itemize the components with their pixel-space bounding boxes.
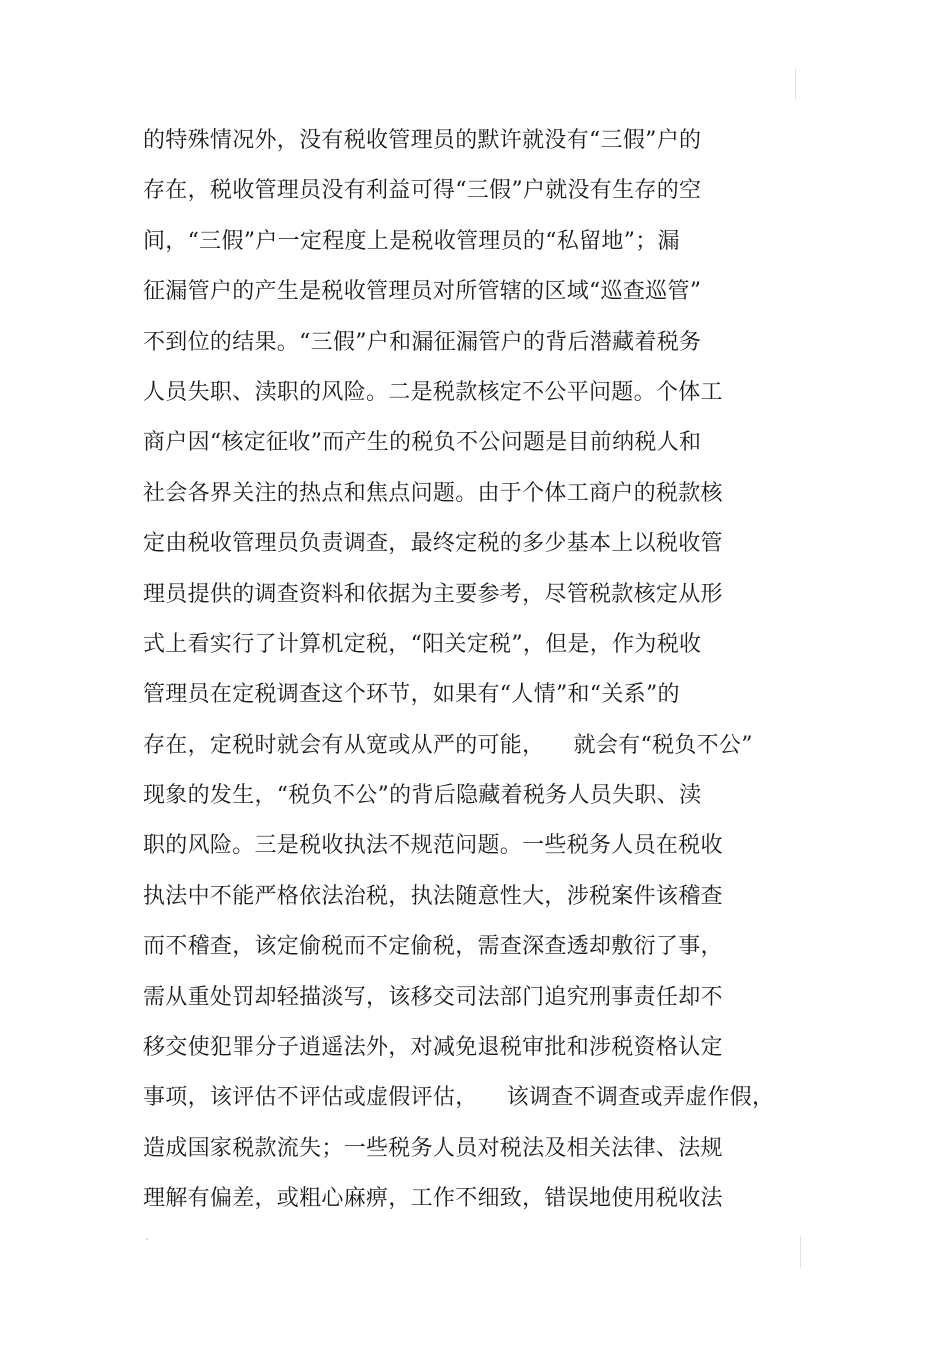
text-line: 造成国家税款流失；一些税务人员对税法及相关法律、法规 — [143, 1135, 723, 1161]
text-line: 理员提供的调查资料和依据为主要参考，尽管税款核定从形 — [143, 581, 723, 607]
text-line: 职的风险。三是税收执法不规范问题。一些税务人员在税收 — [143, 833, 723, 859]
page-edge-mark-dot — [146, 1238, 148, 1240]
text-line: 存在，定税时就会有从宽或从严的可能， 就会有“税负不公” — [143, 732, 753, 758]
text-line: 式上看实行了计算机定税，“阳关定税”，但是，作为税收 — [143, 631, 702, 657]
text-line: 间，“三假”户一定程度上是税收管理员的“私留地”；漏 — [143, 228, 680, 254]
text-line: 执法中不能严格依法治税，执法随意性大，涉税案件该稽查 — [143, 883, 723, 909]
text-line: 移交使犯罪分子逍遥法外，对减免退税审批和涉税资格认定 — [143, 1035, 723, 1061]
text-line: 管理员在定税调查这个环节，如果有“人情”和“关系”的 — [143, 682, 680, 708]
text-line: 商户因“核定征收”而产生的税负不公问题是目前纳税人和 — [143, 430, 702, 456]
text-line: 而不稽查，该定偷税而不定偷税，需查深查透却敷衍了事， — [143, 934, 723, 960]
text-line: 不到位的结果。“三假”户和漏征漏管户的背后潜藏着税务 — [143, 329, 702, 355]
text-line: 现象的发生，“税负不公”的背后隐藏着税务人员失职、渎 — [143, 783, 702, 809]
text-line: 理解有偏差，或粗心麻痹，工作不细致，错误地使用税收法 — [143, 1186, 723, 1212]
text-line: 社会各界关注的热点和焦点问题。由于个体工商户的税款核 — [143, 480, 723, 506]
text-line: 人员失职、渎职的风险。二是税款核定不公平问题。个体工 — [143, 379, 723, 405]
text-line: 定由税收管理员负责调查，最终定税的多少基本上以税收管 — [143, 531, 723, 557]
text-line: 的特殊情况外，没有税收管理员的默许就没有“三假”户的 — [143, 128, 702, 153]
text-line: 需从重处罚却轻描淡写，该移交司法部门追究刑事责任却不 — [143, 984, 723, 1010]
body-text — [143, 122, 823, 1231]
page-edge-mark-top — [795, 68, 796, 100]
text-line: 存在，税收管理员没有利益可得“三假”户就没有生存的空 — [143, 178, 702, 204]
page-edge-mark-bottom — [800, 1236, 801, 1268]
text-line: 事项，该评估不评估或虚假评估， 该调查不调查或弄虚作假， — [143, 1085, 775, 1111]
text-line: 征漏管户的产生是税收管理员对所管辖的区域“巡查巡管” — [143, 279, 702, 305]
